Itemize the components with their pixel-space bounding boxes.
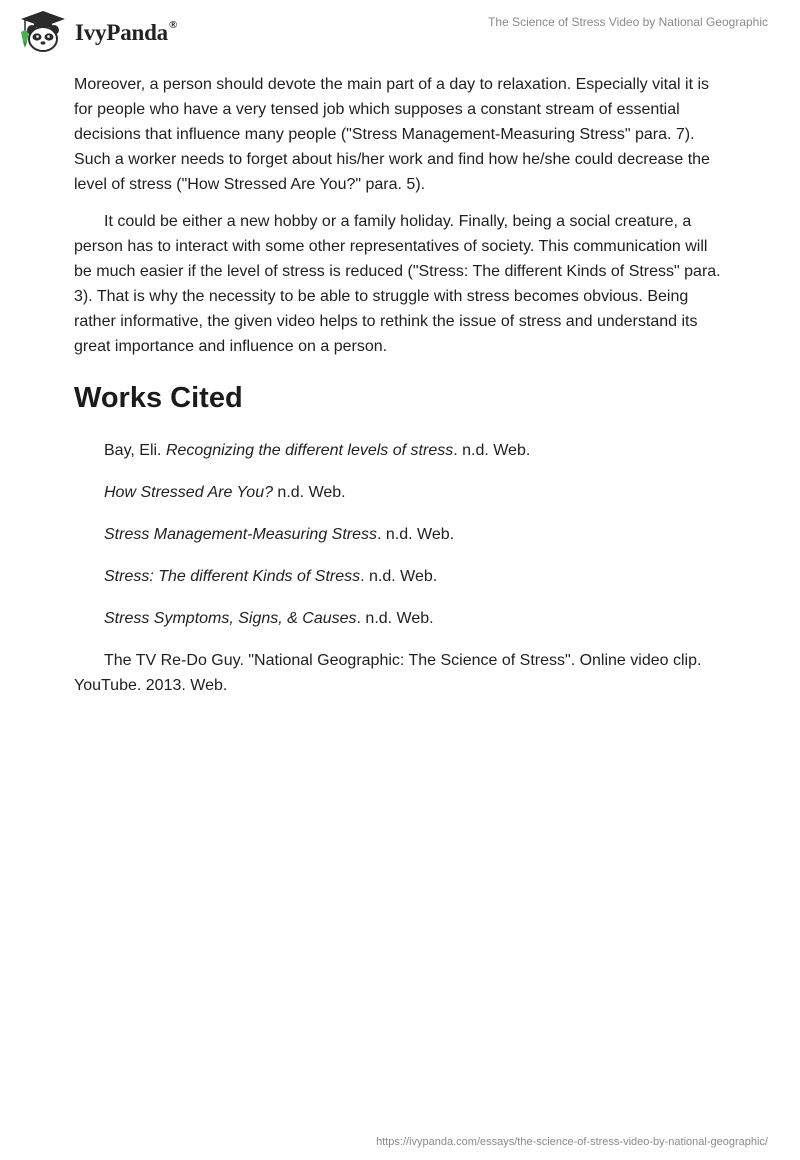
reference-title: How Stressed Are You?: [104, 484, 273, 501]
works-cited-heading: Works Cited: [74, 382, 243, 414]
reference-entry: [74, 480, 726, 505]
reference-text: . n.d. Web.: [360, 568, 438, 585]
reference-text: . n.d. Web.: [356, 610, 434, 627]
reference-title: Recognizing the different levels of stress: [165, 442, 454, 459]
logo[interactable]: [14, 8, 177, 54]
reference-text: The TV Re-Do Guy. "National Geographic: The Science of Stress". Online video clip. YouTube. 2013. Web.: [74, 652, 702, 694]
reference-entry: [74, 648, 726, 698]
reference-text: . n.d. Web.: [377, 526, 455, 543]
registered-mark: ®: [168, 19, 178, 32]
body-paragraph: It could be either a new hobby or a family holiday. Finally, being a social creature, a person has to interact with some other representatives of society. This communication will be much easier if the level of stress is reduced ("Stress: The different Kinds of Stress" para. 3). That is why the necessity to be able to struggle with stress becomes obvious. Being rather informative, the given video helps to rethink the issue of stress and understand its great importance and influence on a person.: [74, 213, 721, 355]
reference-title: Stress Symptoms, Signs, & Causes: [104, 610, 357, 627]
logo-text: [75, 20, 177, 46]
source-url-link[interactable]: https://ivypanda.com/essays/the-science-of-stress-video-by-national-geographic/: [376, 1136, 768, 1148]
logo-name: IvyPanda: [75, 20, 168, 45]
reference-text: n.d. Web.: [272, 484, 346, 501]
document-title: The Science of Stress Video by National Geographic: [488, 15, 768, 29]
reference-title: Stress: The different Kinds of Stress: [104, 568, 361, 585]
body-paragraph: Moreover, a person should devote the main part of a day to relaxation. Especially vital it is for people who have a very tensed job which supposes a constant stream of essential decisions that influence many people ("Stress Management-Measuring Stress" para. 7). Such a worker needs to forget about his/her work and find how he/she could decrease the level of stress ("How Stressed Are You?" para. 5).: [74, 76, 710, 193]
reference-title: Stress Management-Measuring Stress: [104, 526, 377, 543]
reference-entry: [74, 564, 726, 589]
reference-entry: [74, 522, 726, 547]
essay-content: [74, 72, 726, 715]
reference-text: . n.d. Web.: [453, 442, 531, 459]
reference-entry: [74, 606, 726, 631]
panda-graduate-icon: [14, 8, 72, 54]
reference-text: Bay, Eli.: [104, 442, 166, 459]
reference-entry: [74, 438, 726, 463]
